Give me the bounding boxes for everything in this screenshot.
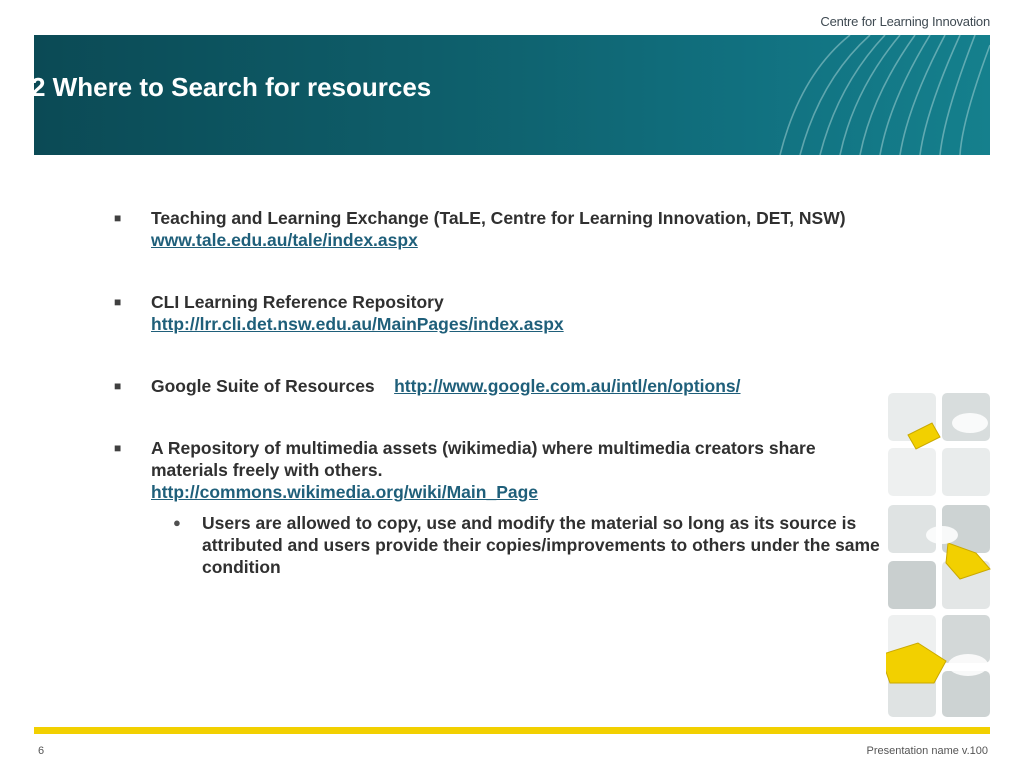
slide-title: 2 Where to Search for resources <box>31 72 432 102</box>
list-item <box>114 437 894 578</box>
sub-item-text: Users are allowed to copy, use and modify the material so long as its source is attributed and users provide their copies/improvements to others under the same condition <box>202 513 880 577</box>
square-bullet-icon: ■ <box>114 379 122 393</box>
wikimedia-link[interactable]: http://commons.wikimedia.org/wiki/Main_Page <box>151 482 539 502</box>
list-item <box>114 207 894 251</box>
bullet-list <box>114 207 894 618</box>
presentation-name: Presentation name v.100 <box>866 745 988 757</box>
item-text: Google Suite of Resources <box>151 376 375 396</box>
sub-list-item <box>151 512 894 578</box>
item-text: A Repository of multimedia assets (wikimedia) where multimedia creators share materials freely with others. <box>151 438 816 480</box>
google-link[interactable]: http://www.google.com.au/intl/en/options/ <box>394 376 741 396</box>
list-item <box>114 291 894 335</box>
footer-accent-bar <box>34 727 990 734</box>
square-bullet-icon: ■ <box>114 211 122 225</box>
square-bullet-icon: ■ <box>114 295 122 309</box>
square-bullet-icon: ■ <box>114 441 122 455</box>
banner-curve-lines <box>750 35 990 155</box>
page-number: 6 <box>38 745 45 757</box>
item-text: Teaching and Learning Exchange (TaLE, Centre for Learning Innovation, DET, NSW) <box>151 208 846 228</box>
lrr-link[interactable]: http://lrr.cli.det.nsw.edu.au/MainPages/index.aspx <box>151 314 564 334</box>
list-item <box>114 375 894 397</box>
item-text: CLI Learning Reference Repository <box>151 292 444 312</box>
image-tile-grid <box>886 393 992 719</box>
tale-link[interactable]: www.tale.edu.au/tale/index.aspx <box>151 230 418 250</box>
dot-bullet-icon: ● <box>173 515 181 530</box>
org-name: Centre for Learning Innovation <box>820 14 990 29</box>
